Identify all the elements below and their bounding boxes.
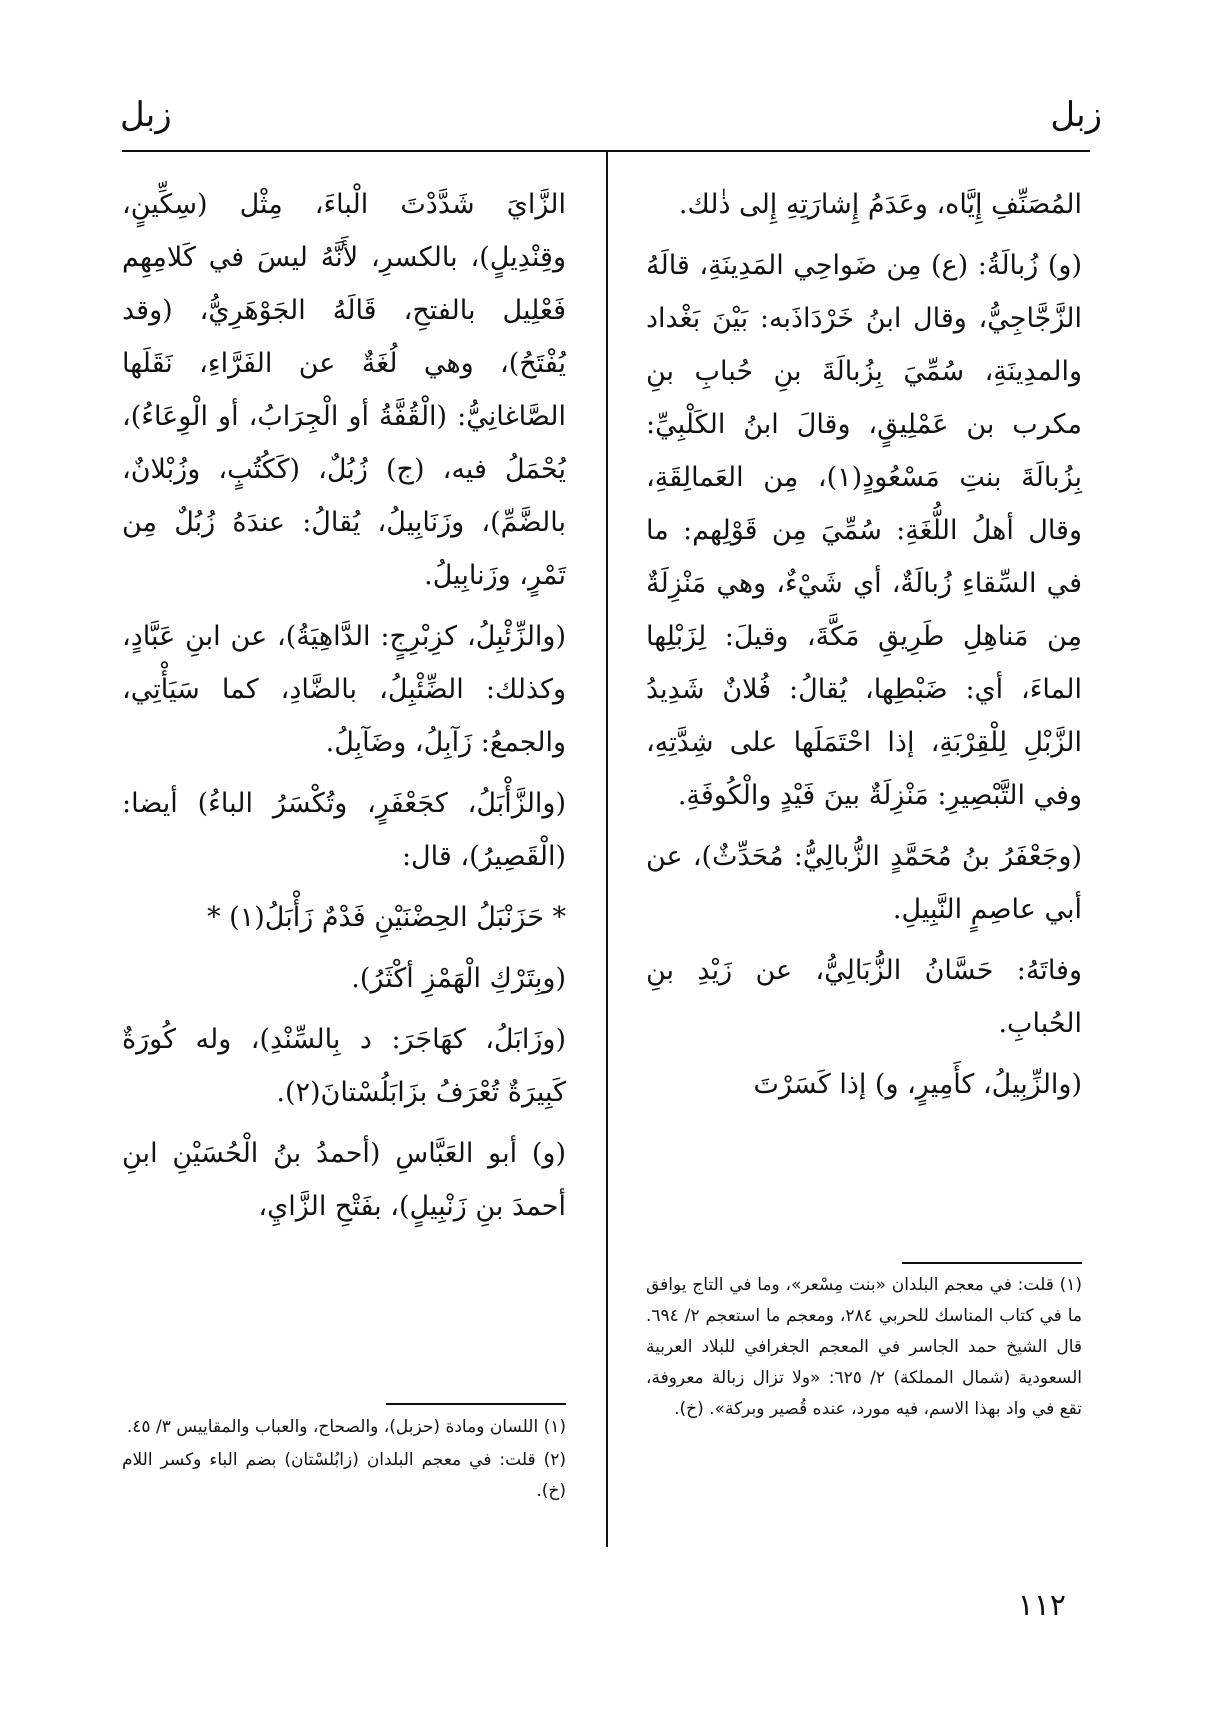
entry-paragraph: وفاتَهُ: حَسَّانُ الزُّبَالِيُّ، عن زَيْدِ بنِ الحُبابِ. bbox=[646, 955, 1082, 1039]
footnote-rule-left bbox=[386, 1403, 566, 1405]
footnotes-left bbox=[122, 1412, 566, 1509]
entry-paragraph: (والزَّأْبَلُ، كجَعْفَرٍ، وتُكْسَرُ الباءُ) أيضا: (الْقَصِيرُ)، قال: bbox=[122, 788, 566, 872]
entry-paragraph: (والزِّبِيلُ، كأَمِيرٍ، و) إذا كَسَرْتَ bbox=[753, 1069, 1082, 1100]
entry-paragraph: (و) أبو العَبَّاسِ (أحمدُ بنُ الْحُسَيْنِ ابنِ أحمدَ بنِ زَنْبِيلٍ)، بفَتْحِ الزَّايِ، bbox=[122, 1138, 566, 1222]
right-column bbox=[646, 178, 1082, 1119]
entry-paragraph: (وزَابَلُ، كهَاجَرَ: د بِالسِّنْدِ)، وله كُورَةٌ كَبِيرَةٌ تُعْرَفُ بزَابَلُسْتانَ(٢). bbox=[122, 1024, 566, 1108]
footnote-rule-right bbox=[902, 1262, 1082, 1264]
entry-paragraph: الزَّايَ شَدَّدْتَ الْباءَ، مِثْل (سِكِّينٍ، وقِنْدِيلٍ)، بالكسرِ، لأَنَّهُ ليسَ في كَلامِهِم فَعْلِيل بالفتحِ، قَالَهُ الجَوْهَرِيُّ، (وقد يُفْتَحُ)، وهي لُغَةٌ عن الفَرَّاءِ، نَقَلَها الصَّاغانِيُّ: (الْقُفَّةُ أو الْجِرَابُ، أو الْوِعَاءُ)، يُحْمَلُ فيه، (ج) زُبُلٌ، (كَكُتُبٍ، وزُبْلانٌ، بالضَّمِّ)، وزَنَابِيلُ، يُقالُ: عندَهُ زُبُلٌ مِن تَمْرٍ، وزَنابِيلُ. bbox=[122, 189, 566, 591]
entry-paragraph: (وبِتَرْكِ الْهَمْزِ أكْثَرُ). bbox=[351, 963, 566, 994]
footnote: (٢) قلت: في معجم البلدان (زابُلسْتان) بضم الباء وكسر اللام (خ). bbox=[122, 1450, 566, 1501]
left-column bbox=[122, 178, 566, 1241]
running-head-right: زبل bbox=[1050, 95, 1102, 135]
footnote: (١) اللسان ومادة (حزبل)، والصحاح، والعباب والمقاييس ٣/ ٤٥. bbox=[126, 1417, 566, 1437]
entry-paragraph: (والزِّئْبِلُ، كزِبْرِجٍ: الدَّاهِيَةُ)، عن ابنِ عَبَّادٍ، وكذلك: الضِّئْبِلُ، بالضَّادِ، كما سَيَأْتِي، والجمعُ: زَآبِلُ، وضَآبِلُ. bbox=[122, 621, 566, 758]
entry-paragraph: (وجَعْفَرُ بنُ مُحَمَّدٍ الزُّبالِيُّ: مُحَدِّثٌ)، عن أبي عاصِمٍ النَّبِيلِ. bbox=[646, 841, 1082, 925]
page-number: ١١٢ bbox=[1017, 1588, 1066, 1623]
running-head-left: زبل bbox=[120, 95, 172, 135]
verse-line: * حَزَنْبَلُ الحِضْنَيْنِ فَدْمٌ زَأْبَلُ(١) * bbox=[207, 902, 566, 933]
footnote: (١) قلت: في معجم البلدان «بنت مِسْعر»، وما في التاج يوافق ما في كتاب المناسك للحربي ٢٨٤، ومعجم ما استعجم ٢/ ٦٩٤. قال الشيخ حمد الجاسر في المعجم الجغرافي للبلاد العربية السعودية (شمال المملكة) ٢/ ٦٢٥: «ولا تزال زبالة معروفة، تقع في واد بهذا الاسم، فيه مورد، عنده قُصير وبركة». (خ). bbox=[646, 1275, 1082, 1419]
column-divider bbox=[606, 152, 608, 1547]
entry-paragraph: (و) زُبالَةُ: (ع) مِن ضَواحِي المَدِينَةِ، قالَهُ الزَّجَّاجِيُّ، وقال ابنُ خَرْدَاذَبه: بَيْنَ بَغْداد والمدِينَةِ، سُمِّيَ بِزُبالَةَ بنِ حُبابِ بنِ مكرب بن عَمْلِيقٍ، وقالَ ابنُ الكَلْبِيِّ: بِزُبالَةَ بنتِ مَسْعُودٍ(١)، مِن العَمالِقَةِ، وقال أهلُ اللُّغَةِ: سُمِّيَ مِن قَوْلِهم: ما في السِّقاءِ زُبالَةٌ، أي شَيْءٌ، وهي مَنْزِلَةٌ مِن مَناهِلِ طَرِيقِ مَكَّةَ، وقيلَ: لِزَبْلِها الماءَ، أي: ضَبْطِها، يُقالُ: فُلانٌ شَدِيدُ الزَّبْلِ لِلْقِرْبَةِ، إذا احْتَمَلَها على شِدَّتِهِ، وفي التَّبْصِيرِ: مَنْزِلَةٌ بينَ فَيْدٍ والْكُوفَةِ. bbox=[646, 250, 1083, 811]
footnotes-right bbox=[646, 1270, 1082, 1427]
entry-paragraph: المُصَنِّفِ إِيَّاه، وعَدَمُ إِشارَتِهِ إِلى ذٰلك. bbox=[678, 189, 1082, 220]
